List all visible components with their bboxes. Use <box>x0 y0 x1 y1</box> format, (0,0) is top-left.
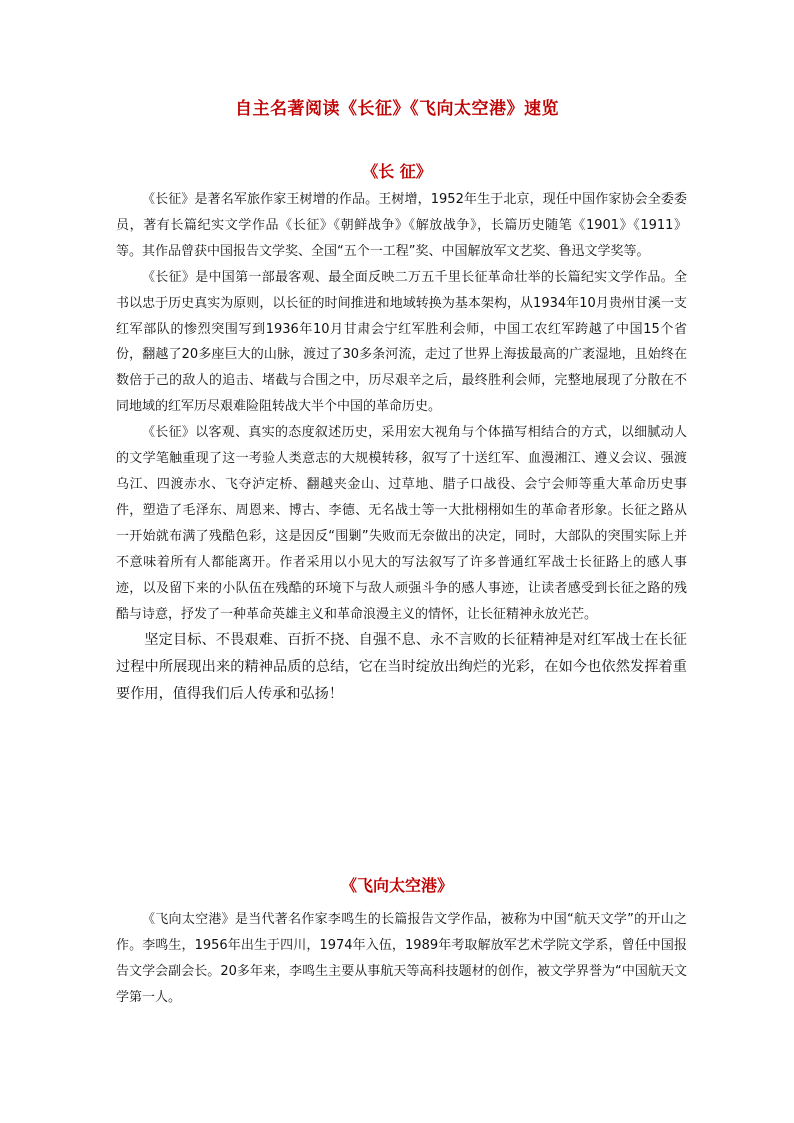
section-fly-to-spaceport <box>116 907 687 1011</box>
paragraph: 《长征》是中国第一部最客观、最全面反映二万五千里长征革命壮举的长篇纪实文学作品。全书以忠于历史真实为原则，以长征的时间推进和地域转换为基本架构，从1934年10月贵州甘溪一支红军部队的惨烈突围写到1936年10月甘肃会宁红军胜利会师，中国工农红军跨越了中国15个省份，翻越了20多座巨大的山脉，渡过了30多条河流，走过了世界上海拔最高的广袤湿地，且始终在数倍于己的敌人的追击、堵截与合围之中，历尽艰辛之后，最终胜利会师，完整地展现了分散在不同地域的红军历尽艰难险阻转战大半个中国的革命历史。 <box>116 269 687 415</box>
paragraph: 《飞向太空港》是当代著名作家李鸣生的长篇报告文学作品，被称为中国“航天文学”的开山之作。李鸣生，1956年出生于四川，1974年入伍，1989年考取解放军艺术学院文学系，曾任中国报告文学会副会长。20多年来，李鸣生主要从事航天等高科技题材的创作，被文学界誉为“中国航天文学第一人。 <box>116 912 687 1005</box>
section-long-march <box>116 187 687 708</box>
document-title: 自主名著阅读《长征》《飞向太空港》速览 <box>235 99 559 119</box>
paragraph: 坚定目标、不畏艰难、百折不挠、自强不息、永不言败的长征精神是对红军战士在长征过程中所展现出来的精神品质的总结，它在当时绽放出绚烂的光彩，在如今也依然发挥着重要作用，值得我们后人传承和弘扬！ <box>116 632 687 703</box>
section-heading-fly-to-spaceport: 《飞向太空港》 <box>340 876 453 895</box>
paragraph: 《长征》是著名军旅作家王树增的作品。王树增，1952年生于北京，现任中国作家协会全委委员，著有长篇纪实文学作品《长征》《朝鲜战争》《解放战争》，长篇历史随笔《1901》《1911》等。其作品曾获中国报告文学奖、全国“五个一工程”奖、中国解放军文艺奖、鲁迅文学奖等。 <box>116 192 687 259</box>
section-heading-long-march: 《长 征》 <box>362 162 432 181</box>
paragraph: 《长征》以客观、真实的态度叙述历史，采用宏大视角与个体描写相结合的方式，以细腻动人的文学笔触重现了这一考验人类意志的大规模转移，叙写了十送红军、血漫湘江、遵义会议、强渡乌江、四渡赤水、飞夺泸定桥、翻越夹金山、过草地、腊子口战役、会宁会师等重大革命历史事件，塑造了毛泽东、周恩来、博古、李德、无名战士等一大批栩栩如生的革命者形象。长征之路从一开始就布满了残酷色彩，这是因反“围剿”失败而无奈做出的决定，同时，大部队的突围实际上并不意味着所有人都能离开。作者采用以小见大的写法叙写了许多普通红军战士长征路上的感人事迹，以及留下来的小队伍在残酷的环境下与敌人顽强斗争的感人事迹，让读者感受到长征之路的残酷与诗意，抒发了一种革命英雄主义和革命浪漫主义的情怀，让长征精神永放光芒。 <box>116 425 687 622</box>
